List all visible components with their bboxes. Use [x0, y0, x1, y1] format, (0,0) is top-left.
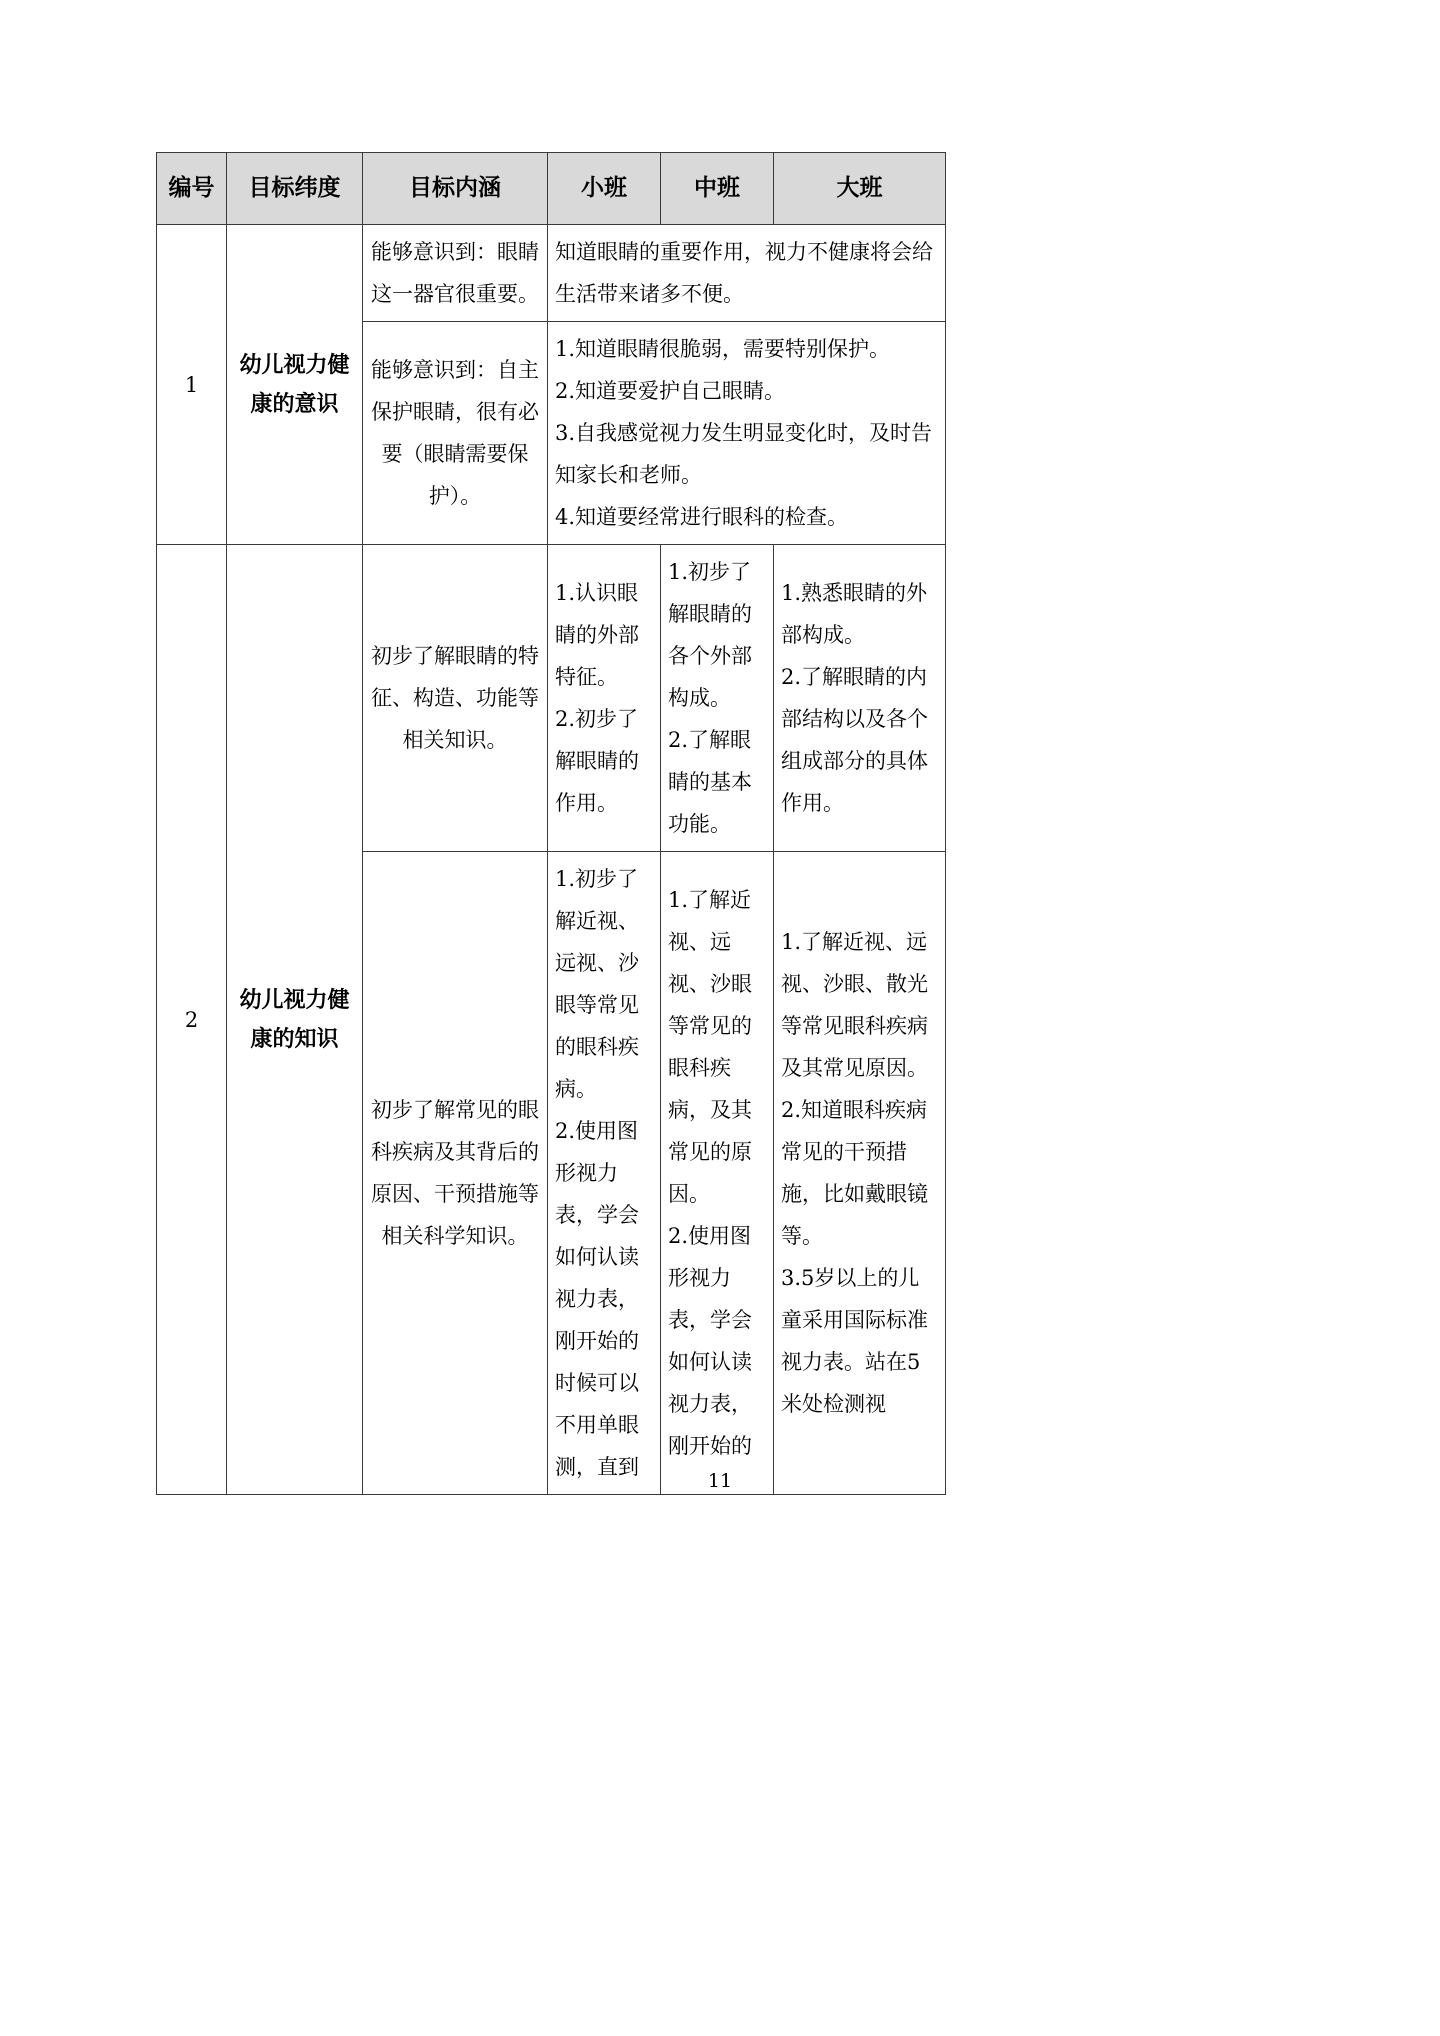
- text-line: 4.知道要经常进行眼科的检查。: [555, 505, 849, 529]
- table-row: [157, 545, 946, 852]
- text-line: 知道眼睛的重要作用，视力不健康将会给生活带来诸多不便。: [555, 240, 933, 306]
- column-header-number: 编号: [157, 153, 227, 225]
- row-number-1: 1: [157, 225, 227, 545]
- table-header-row: [157, 153, 946, 225]
- text-line: 2.知道眼科疾病常见的干预措施，比如戴眼镜等。: [781, 1098, 928, 1248]
- goal-small-2-1: [548, 545, 661, 852]
- text-line: 2.知道要爱护自己眼睛。: [555, 379, 786, 403]
- column-header-small-class: 小班: [548, 153, 661, 225]
- goal-content-2-2: 初步了解常见的眼科疾病及其背后的原因、干预措施等相关科学知识。: [363, 852, 548, 1495]
- goal-content-1-1: 能够意识到：眼睛这一器官很重要。: [363, 225, 548, 322]
- text-line: 2.初步了解眼睛的作用。: [555, 707, 639, 815]
- text-line: 1.初步了解近视、远视、沙眼等常见的眼科疾病。: [555, 867, 639, 1101]
- column-header-dimension: 目标纬度: [227, 153, 363, 225]
- goal-content-2-1: 初步了解眼睛的特征、构造、功能等相关知识。: [363, 545, 548, 852]
- goal-mid-2-2: [661, 852, 774, 1495]
- goal-merged-1-1: [548, 225, 946, 322]
- goals-table-container: [156, 152, 945, 1495]
- goal-mid-2-1: [661, 545, 774, 852]
- goal-big-2-1: [774, 545, 946, 852]
- text-line: 2.使用图形视力表，学会如何认读视力表，刚开始的: [668, 1224, 752, 1458]
- table-body: [157, 225, 946, 1495]
- text-line: 2.了解眼睛的基本功能。: [668, 728, 752, 836]
- text-line: 1.知道眼睛很脆弱，需要特别保护。: [555, 337, 891, 361]
- column-header-content: 目标内涵: [363, 153, 548, 225]
- row-dimension-2: 幼儿视力健康的知识: [227, 545, 363, 1495]
- table-header: [157, 153, 946, 225]
- goal-merged-1-2: [548, 322, 946, 545]
- text-line: 2.了解眼睛的内部结构以及各个组成部分的具体作用。: [781, 665, 928, 815]
- table-row: [157, 225, 946, 322]
- text-line: 1.了解近视、远视、沙眼等常见的眼科疾病，及其常见的原因。: [668, 888, 752, 1206]
- goal-small-2-2: [548, 852, 661, 1495]
- page-number: 11: [707, 1470, 733, 1492]
- text-line: 1.熟悉眼睛的外部构成。: [781, 581, 928, 647]
- column-header-big-class: 大班: [774, 153, 946, 225]
- text-line: 2.使用图形视力表，学会如何认读视力表，刚开始的时候可以不用单眼测，直到: [555, 1119, 639, 1479]
- row-dimension-1: 幼儿视力健康的意识: [227, 225, 363, 545]
- text-line: 1.了解近视、远视、沙眼、散光等常见眼科疾病及其常见原因。: [781, 930, 928, 1080]
- text-line: 1.认识眼睛的外部特征。: [555, 581, 639, 689]
- row-number-2: 2: [157, 545, 227, 1495]
- text-line: 3.自我感觉视力发生明显变化时，及时告知家长和老师。: [555, 421, 933, 487]
- goal-big-2-2: [774, 852, 946, 1495]
- text-line: 1.初步了解眼睛的各个外部构成。: [668, 560, 752, 710]
- goals-table: [156, 152, 946, 1495]
- column-header-mid-class: 中班: [661, 153, 774, 225]
- text-line: 3.5岁以上的儿童采用国际标准视力表。站在5米处检测视: [781, 1266, 928, 1416]
- goal-content-1-2: 能够意识到：自主保护眼睛，很有必要（眼睛需要保护）。: [363, 322, 548, 545]
